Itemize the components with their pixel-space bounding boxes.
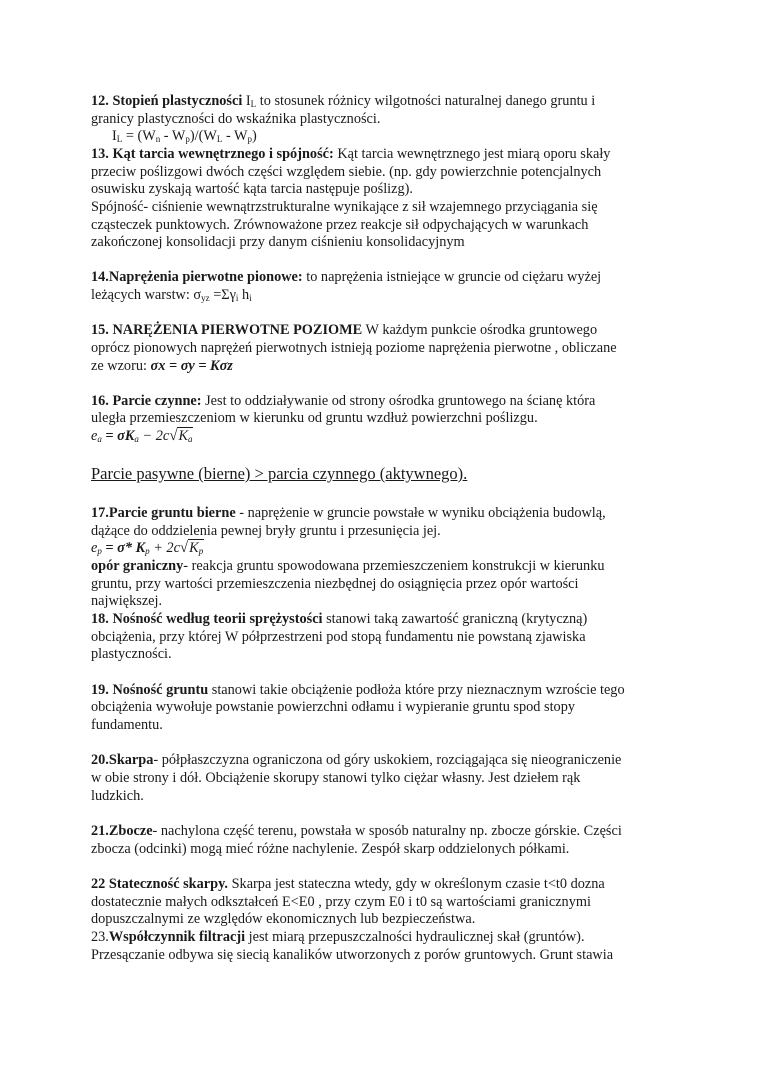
section-13-line-3: osuwisku zyskają wartość kąta tarcia następuje poślizg). bbox=[91, 181, 413, 197]
section-22-line-2: dostatecznie małych odkształceń E<E0 , przy czym E0 i t0 są wartościami granicznymi bbox=[91, 894, 591, 910]
section-20-line-3: ludzkich. bbox=[91, 788, 144, 804]
section-14-title: 14.Naprężenia pierwotne pionowe: bbox=[91, 269, 303, 285]
section-23-line-1: 23.Współczynnik filtracji jest miarą przepuszczalności hydraulicznej skał (gruntów). bbox=[91, 929, 585, 945]
formula-passive-pressure: $e_p = \sigma*$ $K_p + 2c√K_p$ bbox=[91, 540, 204, 556]
section-21-line-1: 21.Zbocze- nachylona część terenu, powstała w sposób naturalny np. zbocze górskie. Części bbox=[91, 823, 622, 839]
opor-graniczny-title: opór graniczny bbox=[91, 558, 184, 574]
formula-horizontal-stress: σx = σy = Kσz bbox=[150, 358, 233, 374]
section-20-line-1: 20.Skarpa- półpłaszczyzna ograniczona od góry uskokiem, rozciągająca się nieograniczenie bbox=[91, 752, 622, 768]
section-19-line-1: 19. Nośność gruntu stanowi takie obciążenie podłoża które przy nieznacznym wzroście tego bbox=[91, 682, 625, 698]
section-17-line-5: gruntu, przy wartości przemieszczenia niezbędnej do osiągnięcia przez opór wartości bbox=[91, 576, 579, 592]
section-15-title: 15. NARĘŻENIA PIERWOTNE POZIOME bbox=[91, 322, 363, 338]
section-18-line-2: obciążenia, przy której W półprzestrzeni pod stopą fundamentu nie powstaną zjawiska bbox=[91, 629, 586, 645]
section-22-line-3: dopuszczalnymi ze względów ekonomicznych lub bezpieczeństwa. bbox=[91, 911, 476, 927]
section-18-line-3: plastyczności. bbox=[91, 646, 172, 662]
section-13-title: 13. Kąt tarcia wewnętrznego i spójność: bbox=[91, 146, 334, 162]
section-22-line-1: 22 Stateczność skarpy. Skarpa jest stateczna wtedy, gdy w określonym czasie t<t0 dozna bbox=[91, 876, 605, 892]
section-12-text: to stosunek różnicy wilgotności naturalnej danego gruntu i bbox=[256, 93, 596, 109]
section-15-line-1: 15. NARĘŻENIA PIERWOTNE POZIOME W każdym punkcie ośrodka gruntowego bbox=[91, 322, 598, 338]
section-20-title: 20.Skarpa bbox=[91, 752, 154, 768]
section-17-line-1: 17.Parcie gruntu bierne - naprężenie w gruncie powstałe w wyniku obciążenia budowlą, bbox=[91, 505, 606, 521]
section-23-title: Współczynnik filtracji bbox=[108, 929, 246, 945]
section-13-line-6: zakończonej konsolidacji przy danym ciśnieniu konsolidacyjnym bbox=[91, 234, 465, 250]
section-17-title: 17.Parcie gruntu bierne bbox=[91, 505, 236, 521]
section-15-line-2: oprócz pionowych naprężeń pierwotnych istnieją poziome naprężenia pierwotne , obliczane bbox=[91, 340, 617, 356]
section-16-line-1: 16. Parcie czynne: Jest to oddziaływanie od strony ośrodka gruntowego na ścianę która bbox=[91, 393, 596, 409]
section-14-line-2: leżących warstw: $\sigma_{yz} =\Sigma\gamma_i$ $h_i$ bbox=[91, 287, 252, 303]
section-19-line-2: obciążenia wywołuje powstanie powierzchni odłamu i wypieranie gruntu spod stopy bbox=[91, 699, 575, 715]
section-17-line-6: największej. bbox=[91, 593, 163, 609]
section-14-line-1: 14.Naprężenia pierwotne pionowe: to naprężenia istniejące w gruncie od ciężaru wyżej bbox=[91, 269, 602, 285]
section-18-title: 18. Nośność według teorii sprężystości bbox=[91, 611, 323, 627]
section-17-line-2: dążące do oddzielenia pewnej bryły gruntu i przesunięcia jej. bbox=[91, 523, 441, 539]
heading-passive-vs-active: Parcie pasywne (bierne) > parcia czynnego (aktywnego). bbox=[91, 464, 468, 483]
section-20-line-2: w obie strony i dół. Obciążenie skorupy stanowi tylko ciężar własny. Jest dziełem rąk bbox=[91, 770, 581, 786]
symbol-il: I bbox=[245, 93, 251, 109]
section-21-title: 21.Zbocze bbox=[91, 823, 153, 839]
symbol-il-sub: L bbox=[250, 99, 257, 109]
section-19-title: 19. Nośność gruntu bbox=[91, 682, 209, 698]
section-13-line-1: 13. Kąt tarcia wewnętrznego i spójność: Kąt tarcia wewnętrznego jest miarą oporu skały bbox=[91, 146, 611, 162]
section-12-formula: $I_L = (W_n - W_p)/(W_L - W_p)$ bbox=[112, 128, 257, 144]
formula-active-pressure: $e_a = \sigma K_a - 2c√K_a$ bbox=[91, 428, 193, 444]
section-13-line-2: przeciw poślizgowi dwóch części względem siebie. (np. gdy powierzchnie potencjalnych bbox=[91, 164, 602, 180]
section-16-title: 16. Parcie czynne: bbox=[91, 393, 202, 409]
section-18-line-1: 18. Nośność według teorii sprężystości stanowi taką zawartość graniczną (krytyczną) bbox=[91, 611, 588, 627]
section-13-line-4: Spójność- ciśnienie wewnątrzstrukturalne wynikające z sił wzajemnego przyciągania się bbox=[91, 199, 598, 215]
section-15-line-3: ze wzoru: σx = σy = Kσz bbox=[91, 358, 233, 374]
section-12-line-1 bbox=[91, 92, 595, 110]
section-12-line-2: granicy plastyczności do wskaźnika plastyczności. bbox=[91, 111, 381, 127]
section-19-line-3: fundamentu. bbox=[91, 717, 163, 733]
section-22-title: 22 Stateczność skarpy. bbox=[91, 876, 229, 892]
section-23-line-2: Przesączanie odbywa się siecią kanalików utworzonych z porów gruntowych. Grunt stawia bbox=[91, 947, 614, 963]
section-17-line-4: opór graniczny- reakcja gruntu spowodowana przemieszczeniem konstrukcji w kierunku bbox=[91, 558, 605, 574]
section-21-line-2: zbocza (odcinki) mogą mieć różne nachylenie. Zespół skarp oddzielonych półkami. bbox=[91, 841, 570, 857]
section-13-line-5: cząsteczek punktowych. Zrównoważone przez reakcje sił odpychających w warunkach bbox=[91, 217, 589, 233]
section-16-line-2: uległa przemieszczeniom w kierunku od gruntu wzdłuż powierzchni poślizgu. bbox=[91, 410, 538, 426]
section-12-title: 12. Stopień plastyczności bbox=[91, 93, 243, 109]
